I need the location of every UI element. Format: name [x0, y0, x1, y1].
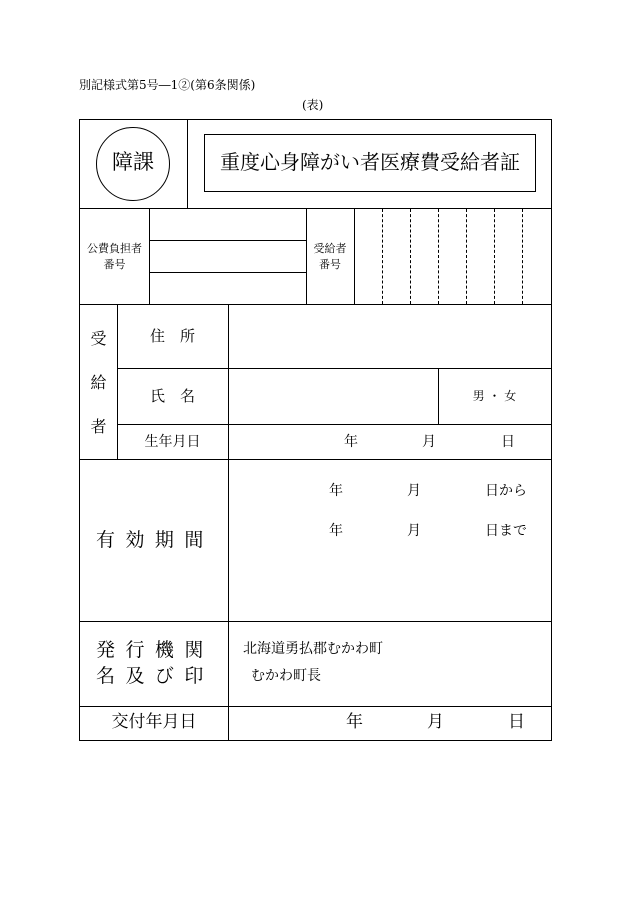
side-label: (表) — [302, 98, 324, 112]
validity-until-month: 月 — [407, 523, 421, 539]
card-title: 重度心身障がい者医療費受給者証 — [220, 150, 520, 174]
issue-year-unit: 年 — [346, 712, 363, 732]
validity-until-day: 日まで — [485, 523, 527, 539]
recipient-number-label: 受給者 — [313, 242, 347, 255]
form-number: 別記様式第5号―1②(第6条関係) — [79, 78, 256, 92]
payer-number-label: 公費負担者 — [87, 242, 142, 255]
birth-date-label: 生年月日 — [144, 434, 201, 450]
validity-from-day: 日から — [485, 483, 527, 499]
validity-from-month: 月 — [407, 483, 421, 499]
validity-from-year: 年 — [329, 483, 343, 499]
issuer-name: むかわ町長 — [251, 668, 321, 684]
validity-label: 有効期間 — [96, 529, 214, 551]
issue-month-unit: 月 — [427, 712, 444, 732]
birth-day-unit: 日 — [501, 434, 515, 450]
issuer-label-2: 名及び印 — [96, 665, 214, 687]
recipient-label-char: 給 — [90, 373, 107, 392]
recipient-number-label-2: 番号 — [319, 258, 341, 271]
birth-month-unit: 月 — [422, 434, 436, 450]
validity-until-year: 年 — [329, 523, 343, 539]
payer-number-label-2: 番号 — [103, 258, 126, 271]
issue-date-label: 交付年月日 — [111, 712, 197, 732]
issue-day-unit: 日 — [508, 712, 525, 732]
birth-year-unit: 年 — [344, 434, 358, 450]
recipient-label-char: 者 — [90, 417, 107, 436]
issuer-label: 発行機関 — [96, 639, 214, 661]
address-field[interactable] — [229, 305, 550, 368]
issuer-address: 北海道勇払郡むかわ町 — [243, 641, 383, 657]
address-label: 住 所 — [149, 327, 195, 345]
name-field[interactable] — [229, 369, 438, 424]
seal-text: 障課 — [112, 150, 154, 174]
recipient-label-char: 受 — [90, 329, 107, 348]
name-label: 氏 名 — [149, 387, 195, 405]
gender-selector[interactable]: 男 ・ 女 — [472, 389, 517, 403]
